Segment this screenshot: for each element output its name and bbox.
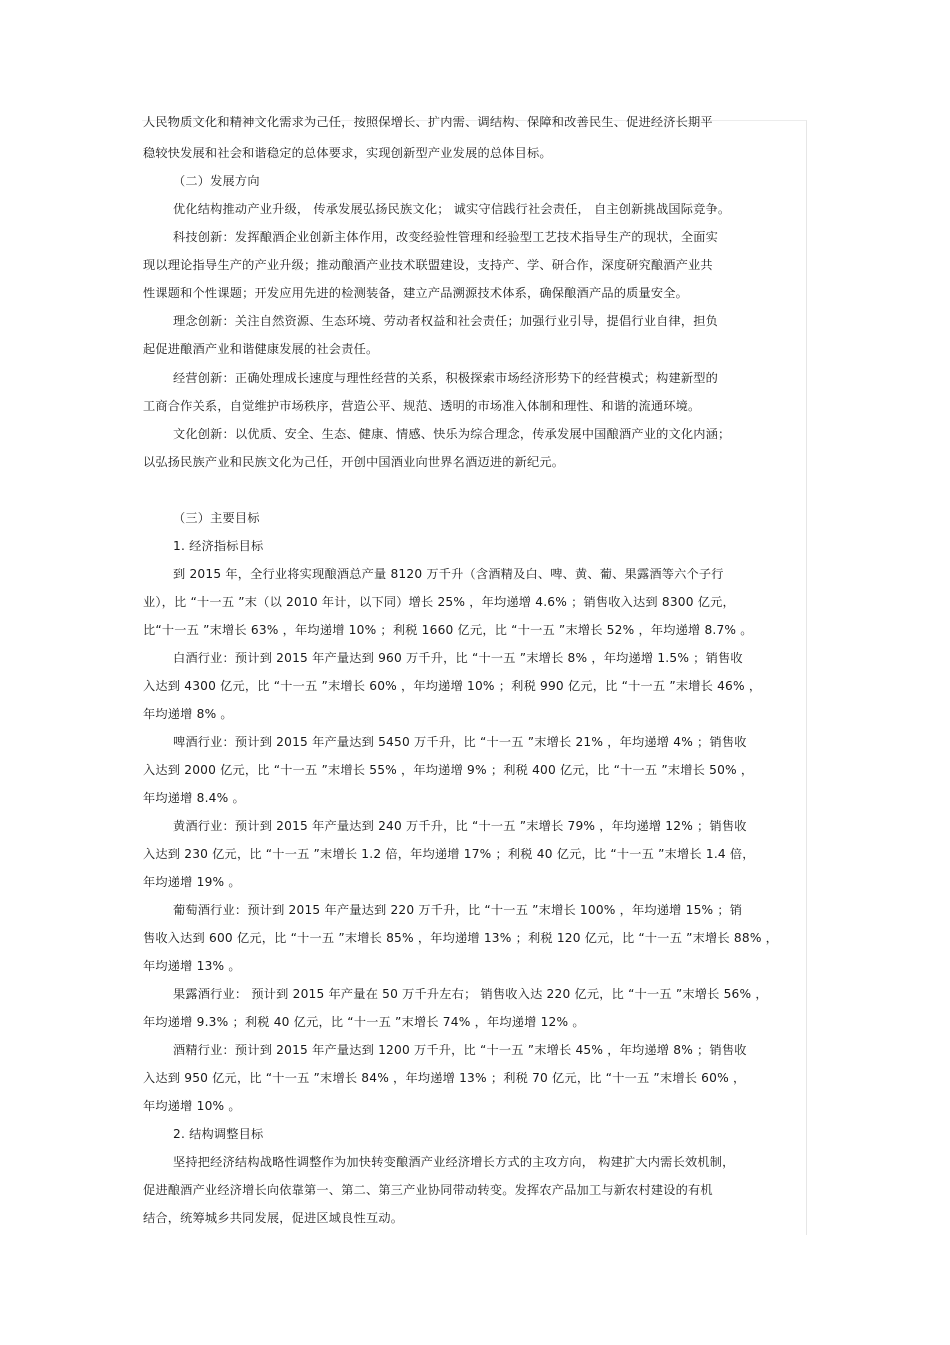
paragraph-line: 人民物质文化和精神文化需求为己任，按照保增长、扩内需、调结构、保障和改善民生、促进经济长期平 [143,115,713,129]
paragraph-line: 文化创新：以优质、安全、生态、健康、情感、快乐为综合理念，传承发展中国酿酒产业的文化内涵； [173,427,731,441]
subheading-structural-targets: 2. 结构调整目标 [173,1127,264,1141]
paragraph-line: 结合，统筹城乡共同发展，促进区域良性互动。 [143,1211,404,1225]
section-heading-main-goals: （三）主要目标 [173,511,260,525]
paragraph-line: 稳较快发展和社会和谐稳定的总体要求，实现创新型产业发展的总体目标。 [143,146,552,160]
paragraph-line: 起促进酿酒产业和谐健康发展的社会责任。 [143,342,379,356]
paragraph-line: 到 2015 年，全行业将实现酿酒总产量 8120 万千升（含酒精及白、啤、黄、葡、果露酒等六个子行 [173,567,724,581]
paragraph-line: 业），比 “十一五 ”末（以 2010 年计，以下同）增长 25% ，年均递增 4.6% ；销售收入达到 8300 亿元， [143,595,735,609]
paragraph-line: 现以理论指导生产的产业升级；推动酿酒产业技术联盟建设，支持产、学、研合作，深度研究酿酒产业共 [143,258,713,272]
paragraph-line: 啤酒行业：预计到 2015 年产量达到 5450 万千升，比 “十一五 ”末增长 21% ，年均递增 4% ；销售收 [173,735,747,749]
paragraph-line: 入达到 950 亿元，比 “十一五 ”末增长 84% ，年均递增 13% ；利税 70 亿元，比 “十一五 ”末增长 60% ， [143,1071,746,1085]
paragraph-line: 酒精行业：预计到 2015 年产量达到 1200 万千升，比 “十一五 ”末增长 45% ，年均递增 8% ；销售收 [173,1043,747,1057]
paragraph-line: 坚持把经济结构战略性调整作为加快转变酿酒产业经济增长方式的主攻方向， 构建扩大内需长效机制， [173,1155,735,1169]
paragraph-line: 以弘扬民族产业和民族文化为己任，开创中国酒业向世界名酒迈进的新纪元。 [143,455,565,469]
paragraph-line: 比“十一五 ”末增长 63% ，年均递增 10% ；利税 1660 亿元，比 “十一五 ”末增长 52% ，年均递增 8.7% 。 [143,623,753,637]
subheading-economic-targets: 1. 经济指标目标 [173,539,264,553]
paragraph-line: 理念创新：关注自然资源、生态环境、劳动者权益和社会责任；加强行业引导，提倡行业自律，担负 [173,314,719,328]
paragraph-line: 入达到 4300 亿元，比 “十一五 ”末增长 60% ，年均递增 10% ；利税 990 亿元，比 “十一五 ”末增长 46% ， [143,679,762,693]
paragraph-line: 果露酒行业： 预计到 2015 年产量在 50 万千升左右； 销售收入达 220 亿元，比 “十一五 ”末增长 56% ， [173,987,768,1001]
paragraph-line: 年均递增 8.4% 。 [143,791,245,805]
paragraph-line: 经营创新：正确处理成长速度与理性经营的关系，积极探索市场经济形势下的经营模式；构建新型的 [173,371,719,385]
paragraph-line: 入达到 2000 亿元，比 “十一五 ”末增长 55% ，年均递增 9% ；利税 400 亿元，比 “十一五 ”末增长 50% ， [143,763,754,777]
paragraph-line: 年均递增 9.3% ；利税 40 亿元，比 “十一五 ”末增长 74% ，年均递增 12% 。 [143,1015,585,1029]
paragraph-line: 售收入达到 600 亿元，比 “十一五 ”末增长 85% ，年均递增 13% ；利税 120 亿元，比 “十一五 ”末增长 88% ， [143,931,779,945]
paragraph-line: 工商合作关系，自觉维护市场秩序，营造公平、规范、透明的市场准入体制和理性、和谐的流通环境。 [143,399,701,413]
paragraph-line: 黄酒行业：预计到 2015 年产量达到 240 万千升，比 “十一五 ”末增长 79% ，年均递增 12% ；销售收 [173,819,747,833]
paragraph-line: 年均递增 10% 。 [143,1099,241,1113]
paragraph-line: 性课题和个性课题；开发应用先进的检测装备，建立产品溯源技术体系，确保酿酒产品的质量安全。 [143,286,689,300]
section-heading-development-direction: （二）发展方向 [173,174,260,188]
paragraph-line: 优化结构推动产业升级， 传承发展弘扬民族文化； 诚实守信践行社会责任， 自主创新挑战国际竞争。 [173,202,731,216]
paragraph-line: 葡萄酒行业：预计到 2015 年产量达到 220 万千升，比 “十一五 ”末增长 100% ，年均递增 15% ；销 [173,903,743,917]
paragraph-line: 科技创新：发挥酿酒企业创新主体作用，改变经验性管理和经验型工艺技术指导生产的现状，全面实 [173,230,719,244]
paragraph-line: 白酒行业：预计到 2015 年产量达到 960 万千升，比 “十一五 ”末增长 8% ，年均递增 1.5% ；销售收 [173,651,743,665]
paragraph-line: 促进酿酒产业经济增长向依靠第一、第二、第三产业协同带动转变。发挥农产品加工与新农村建设的有机 [143,1183,713,1197]
paragraph-line: 年均递增 8% 。 [143,707,233,721]
paragraph-line: 年均递增 19% 。 [143,875,241,889]
paragraph-line: 入达到 230 亿元，比 “十一五 ”末增长 1.2 倍，年均递增 17% ；利税 40 亿元，比 “十一五 ”末增长 1.4 倍， [143,847,755,861]
paragraph-line: 年均递增 13% 。 [143,959,241,973]
